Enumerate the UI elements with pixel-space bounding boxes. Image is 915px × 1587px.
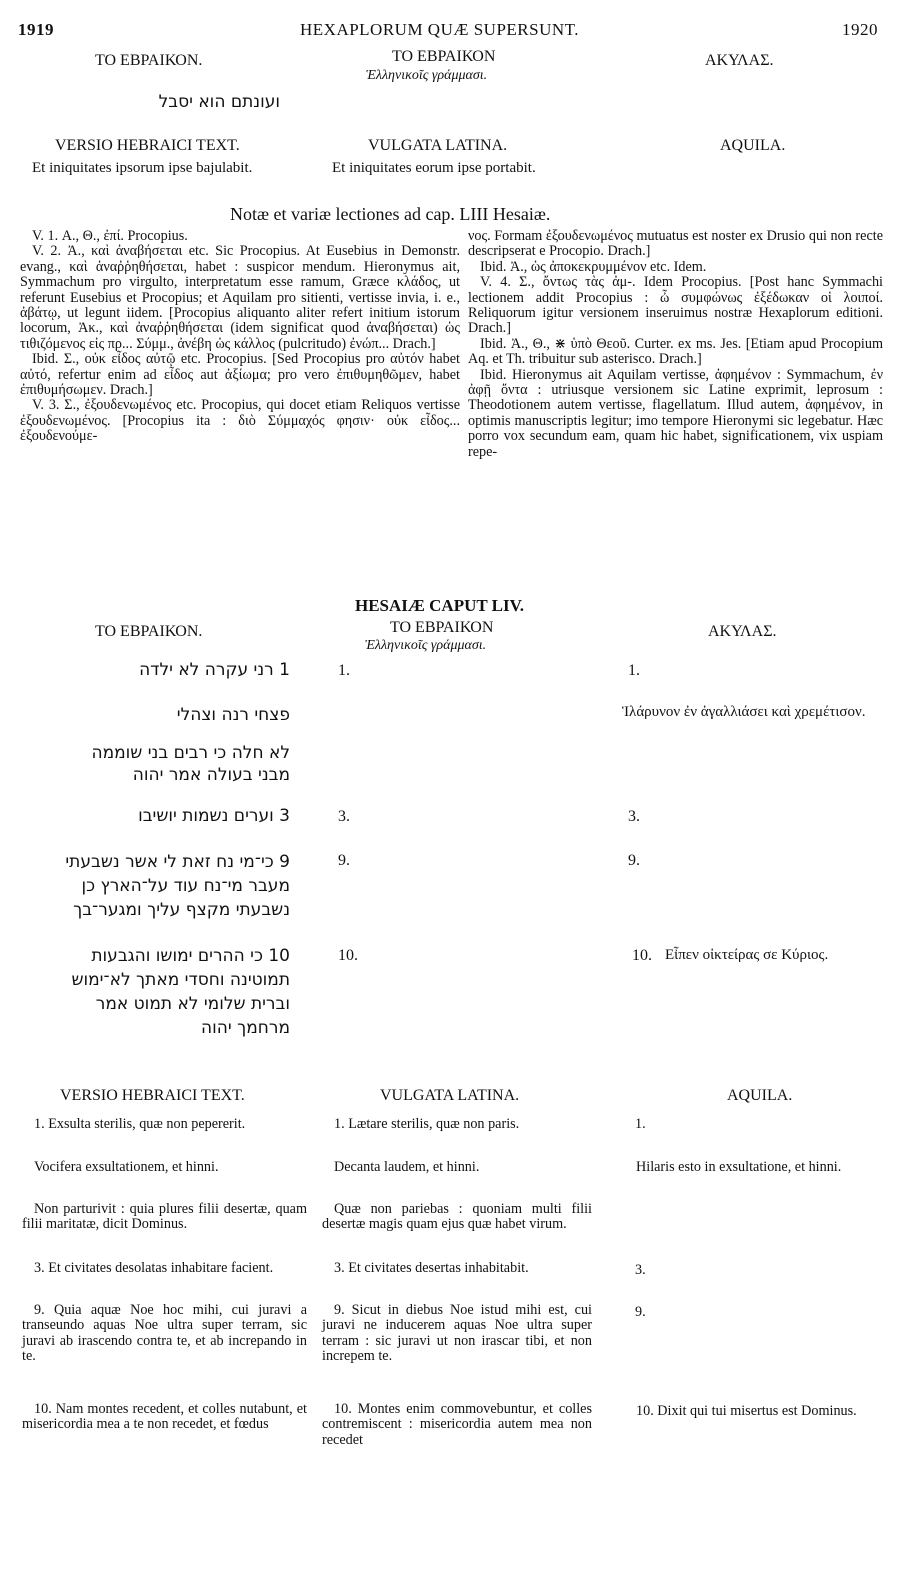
notes-right-column (468, 229, 883, 460)
hebrew-row-2: פצחי רנה וצהלי (176, 705, 290, 725)
top-col2-head: ΤΟ ΕΒΡΑΙΚΟΝ (392, 48, 496, 65)
row-4-num-col2: 3. (338, 808, 350, 825)
note-left-2: V. 2. Ἀ., καὶ ἀναβήσεται etc. Sic Procopius. At Eusebius in Demonstr. evang., καὶ ἀναῤῥηθήσεται, habet : suspicor mendum. Hieronymus ait, Symmachum pro virgulto, interpretatum esse ramum, Græce κλάδος, ut referunt Eusebius et Procopius; et Aquilam pro sitienti, vertisse invia, i. e., ἀβάτῳ, ut legunt iidem. [Procopius aliquanto aliter refert initium istorum locorum, Ἀκ., καὶ ἀναῤῥηθήσεται (idem significat quod ἀναβήσεται) ὡς τιθιζόμενος εἰς πρ... Σύμμ., ἀνέβη ὡς κάλλος (pulcritudo) ἐνώπ... Drach.] (20, 243, 460, 352)
hebrew-row-1: 1 רני עקרה לא ילדה (139, 660, 290, 680)
note-left-3: Ibid. Σ., οὐκ εἶδος αὐτῷ etc. Procopius. [Sed Procopius pro αὐτόν habet αὐτό, refertur enim ad εἶδος aut ἀξίωμα; pro vero ἐπιθυμηθῶμεν, habet ἐπιθυμήσωμεν. Drach.] (20, 351, 460, 399)
row-4-num-col3: 3. (628, 808, 640, 825)
latin-row-2-col1: Vocifera exsultationem, et hinni. (34, 1159, 219, 1175)
row-1-num-col2: 1. (338, 662, 350, 679)
row-5-num-col3: 9. (628, 852, 640, 869)
page-number-left: 1919 (18, 20, 54, 39)
chapter-col2-head: ΤΟ ΕΒΡΑΙΚΟΝ (390, 619, 494, 636)
latin-row-5-col2: 9. Sicut in diebus Noe istud mihi est, cui juravi ne inducerem aquas Noe ultra super terram : sic juravi ut non irascar tibi, et non increpem te. (322, 1302, 592, 1365)
latin-row-3-col2: Quæ non pariebas : quoniam multi filii desertæ magis quam ejus quæ habet virum. (322, 1201, 592, 1233)
hebrew-row-6: 10 כי ההרים ימושו והגבעות תמוטינה וחסדי מאתך לא־ימוש וברית שלומי לא תמוט אמר מרחמך יהוה (71, 946, 290, 1038)
latin-row-6-col3: 10. Dixit qui tui misertus est Dominus. (636, 1403, 857, 1419)
row-6-aquila-greek: Εἶπεν οἰκτείρας σε Κύριος. (665, 947, 829, 963)
row-6-num-col2: 10. (338, 947, 358, 964)
chapter-col3-head: ΑΚΥΛΑΣ. (708, 623, 777, 640)
row-1-num-col3: 1. (628, 662, 640, 679)
latin-row-1-col1: 1. Exsulta sterilis, quæ non pepererit. (34, 1116, 246, 1132)
latin-col3-head: AQUILA. (727, 1087, 793, 1104)
note-right-4: Ibid. Ἀ., Θ., ⋇ ὑπὸ Θεοῦ. Curter. ex ms. Jes. [Etiam apud Procopium Aq. et Th. tribuitur sub asterisco. Drach.] (468, 335, 883, 368)
row-6-num-col3: 10. (632, 947, 652, 964)
top-col2-sub: Ἑλληνικοῖς γράμμασι. (366, 68, 488, 83)
latin-row-1-col2: 1. Lætare sterilis, quæ non paris. (334, 1116, 520, 1132)
row-2-aquila-greek: Ἱλάρυνον ἐν ἀγαλλιάσει καὶ χρεμέτισον. (622, 704, 866, 720)
chapter-col2-sub: Ἑλληνικοῖς γράμμασι. (365, 638, 487, 653)
running-title: HEXAPLORUM QUÆ SUPERSUNT. (300, 20, 580, 39)
top-latin-col2-head: VULGATA LATINA. (368, 137, 508, 154)
top-latin-col2-text: Et iniquitates eorum ipse portabit. (332, 160, 536, 176)
top-hebrew-line: ועונתם הוא יסבל (158, 92, 280, 112)
note-right-1: νος. Formam ἐξουδενωμένος mutuatus est noster ex Drusio qui non recte descripserat e Procopio. Drach.] (468, 228, 883, 260)
note-right-5: Ibid. Hieronymus ait Aquilam vertisse, ἀφημένον : Symmachum, ἐν ἀφῇ ὄντα : utriusque versionem sic Latine exprimit, leprosum : Theodotionem autem vertisse, flagellatum. Illud autem, ἀφημένον, in optimis manuscriptis legitur; imo tempore Hieronymi sic legebatur. Hæc porro vox secundum eam, quam hic habet, significationem, vix uspiam repe- (468, 366, 883, 460)
latin-row-6-col1: 10. Nam montes recedent, et colles nutabunt, et misericordia mea a te non recedet, et fœdus (22, 1401, 307, 1433)
chapter-col1-head: ΤΟ ΕΒΡΑΙΚΟΝ. (95, 623, 203, 640)
latin-row-5-col3: 9. (635, 1304, 646, 1320)
latin-row-4-col3: 3. (635, 1262, 646, 1278)
latin-row-1-col3: 1. (635, 1116, 646, 1132)
notes-left-column (20, 229, 460, 445)
top-latin-col1-text: Et iniquitates ipsorum ipse bajulabit. (32, 160, 253, 176)
note-right-2: Ibid. Ἀ., ὡς ἀποκεκρυμμένον etc. Idem. (480, 258, 707, 275)
latin-row-4-col1: 3. Et civitates desolatas inhabitare facient. (34, 1260, 274, 1276)
note-left-1: V. 1. Α., Θ., ἐπί. Procopius. (32, 228, 188, 244)
top-latin-col1-head: VERSIO HEBRAICI TEXT. (55, 137, 240, 154)
hebrew-row-5: 9 כי־מי נח זאת לי אשר נשבעתי מעבר מי־נח עוד על־הארץ כן נשבעתי מקצף עליך ומגער־בך (65, 852, 290, 920)
latin-row-6-col2: 10. Montes enim commovebuntur, et colles contremiscent : misericordia autem mea non recedet (322, 1401, 592, 1448)
top-col3-head: ΑΚΥΛΑΣ. (705, 52, 774, 69)
latin-row-2-col2: Decanta laudem, et hinni. (334, 1159, 480, 1175)
hebrew-row-4: 3 וערים נשמות יושיבו (138, 806, 290, 826)
latin-col2-head: VULGATA LATINA. (380, 1087, 520, 1104)
top-latin-col3-head: AQUILA. (720, 137, 786, 154)
latin-row-4-col2: 3. Et civitates desertas inhabitabit. (334, 1260, 529, 1276)
top-col1-head: ΤΟ ΕΒΡΑΙΚΟΝ. (95, 52, 203, 69)
latin-row-5-col1: 9. Quia aquæ Noe hoc mihi, cui juravi a transeundo aquas Noe ultra super terram, sic juravi ab irascendo contra te, et ab increpando in te. (22, 1302, 307, 1365)
note-right-3: V. 4. Σ., ὄντως τὰς ἀμ-. Idem Procopius. [Post hanc Symmachi lectionem addit Procopius : ὦ συμφώνως ἐξέδωκαν οἱ λοιποί. Reliquorum igitur versionem inseruimus nostræ Hexaplorum editioni. Drach.] (468, 274, 883, 337)
page-number-right: 1920 (842, 20, 878, 39)
latin-row-2-col3: Hilaris esto in exsultatione, et hinni. (636, 1159, 842, 1175)
chapter-title: HESAIÆ CAPUT LIV. (355, 596, 524, 615)
hebrew-row-3: לא חלה כי רבים בני שוממה מבני בעולה אמר יהוה (91, 743, 290, 785)
row-5-num-col2: 9. (338, 852, 350, 869)
note-left-4: V. 3. Σ., ἐξουδενωμένος etc. Procopius, qui docet etiam Reliquos vertisse ἐξουδενωμένος. [Procopius ita : διὸ Σύμμαχός φησιν· οὐκ εἶδος... ἐξουδενούμε- (20, 397, 460, 445)
latin-row-3-col1: Non parturivit : quia plures filii desertæ, quam filii maritatæ, dicit Dominus. (22, 1201, 307, 1233)
latin-col1-head: VERSIO HEBRAICI TEXT. (60, 1087, 245, 1104)
notes-title: Notæ et variæ lectiones ad cap. LIII Hesaiæ. (230, 204, 551, 224)
